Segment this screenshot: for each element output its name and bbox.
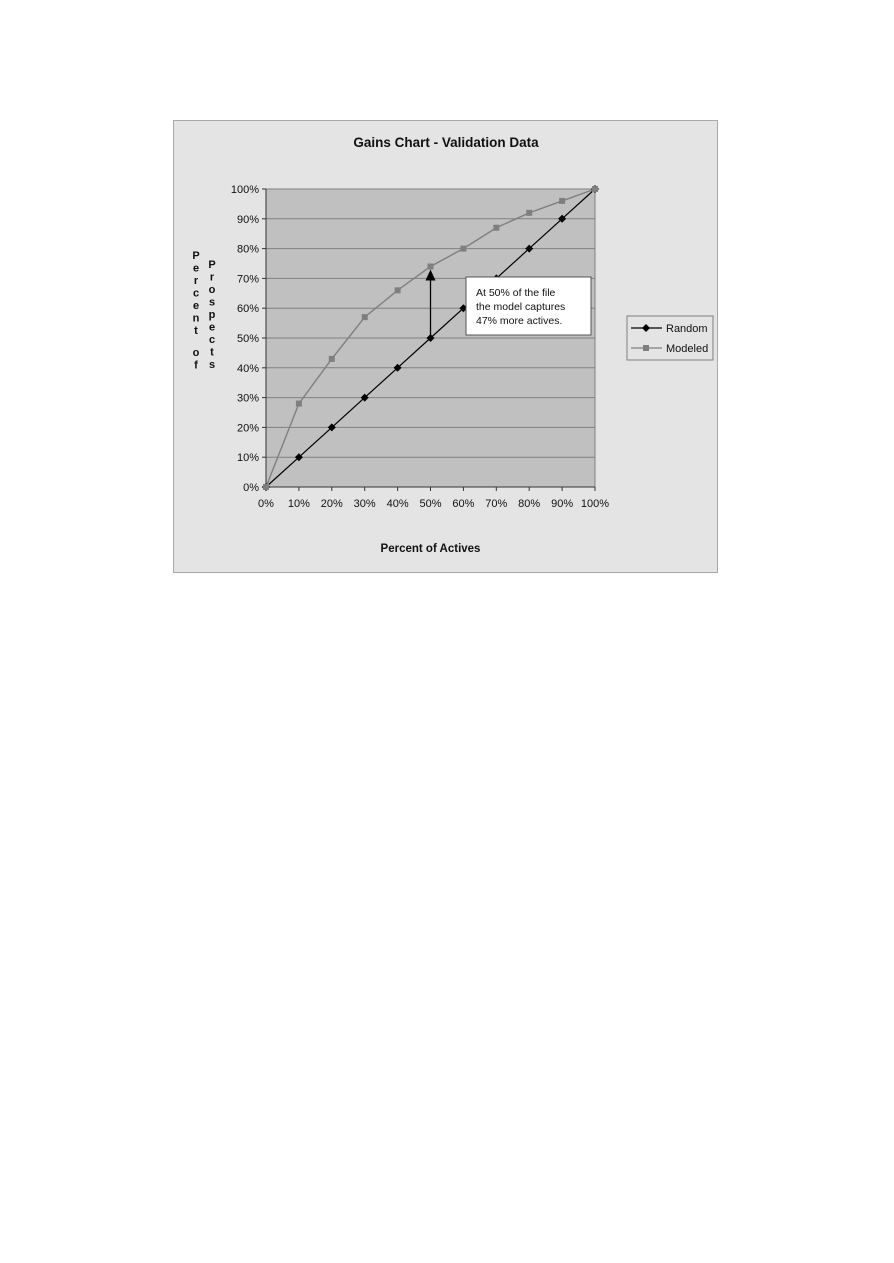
- x-tick-label: 80%: [518, 498, 541, 510]
- data-point-modeled: [362, 314, 368, 320]
- legend-label-modeled: Modeled: [666, 343, 709, 355]
- x-tick-label: 90%: [551, 498, 574, 510]
- x-tick-label: 30%: [353, 498, 376, 510]
- data-point-modeled: [428, 263, 434, 269]
- data-point-modeled: [526, 210, 532, 216]
- y-tick-label: 80%: [236, 243, 259, 256]
- data-point-modeled: [460, 246, 466, 252]
- x-axis-title: Percent of Actives: [380, 543, 481, 555]
- y-axis-title-left: P e r c e n t o f: [192, 250, 200, 372]
- annotation-text: the model captures: [476, 301, 566, 313]
- x-tick-label: 20%: [320, 498, 343, 510]
- y-tick-label: 0%: [243, 482, 259, 494]
- y-axis-title-right: P r o s p e c t s: [208, 259, 216, 371]
- y-tick-label: 30%: [236, 392, 259, 405]
- x-tick-label: 0%: [258, 498, 274, 510]
- x-tick-label: 50%: [419, 498, 442, 510]
- y-tick-label: 90%: [236, 213, 259, 226]
- data-point-modeled: [329, 356, 335, 362]
- data-point-modeled: [592, 186, 598, 192]
- data-point-modeled: [395, 287, 401, 293]
- x-tick-label: 100%: [580, 498, 610, 510]
- gains-chart: [174, 121, 719, 574]
- data-point-modeled: [296, 401, 302, 407]
- y-tick-label: 20%: [236, 422, 259, 435]
- x-tick-label: 40%: [386, 498, 409, 510]
- y-tick-label: 50%: [236, 333, 259, 345]
- x-tick-label: 60%: [452, 498, 475, 510]
- data-point-modeled: [263, 484, 269, 490]
- data-point-modeled: [559, 198, 565, 204]
- legend-marker-modeled: [643, 345, 649, 351]
- chart-title: Gains Chart - Validation Data: [353, 135, 539, 150]
- chart-area: [173, 120, 718, 573]
- annotation-text: 47% more actives.: [476, 315, 563, 327]
- y-tick-label: 100%: [230, 184, 259, 196]
- y-tick-label: 70%: [236, 273, 259, 286]
- annotation-text: At 50% of the file: [476, 287, 556, 299]
- y-tick-label: 40%: [236, 362, 259, 375]
- y-tick-label: 10%: [236, 452, 259, 465]
- y-tick-label: 60%: [236, 303, 259, 316]
- x-tick-label: 10%: [287, 498, 310, 510]
- legend-label-random: Random: [666, 323, 708, 335]
- x-tick-label: 70%: [485, 498, 508, 510]
- data-point-modeled: [493, 225, 499, 231]
